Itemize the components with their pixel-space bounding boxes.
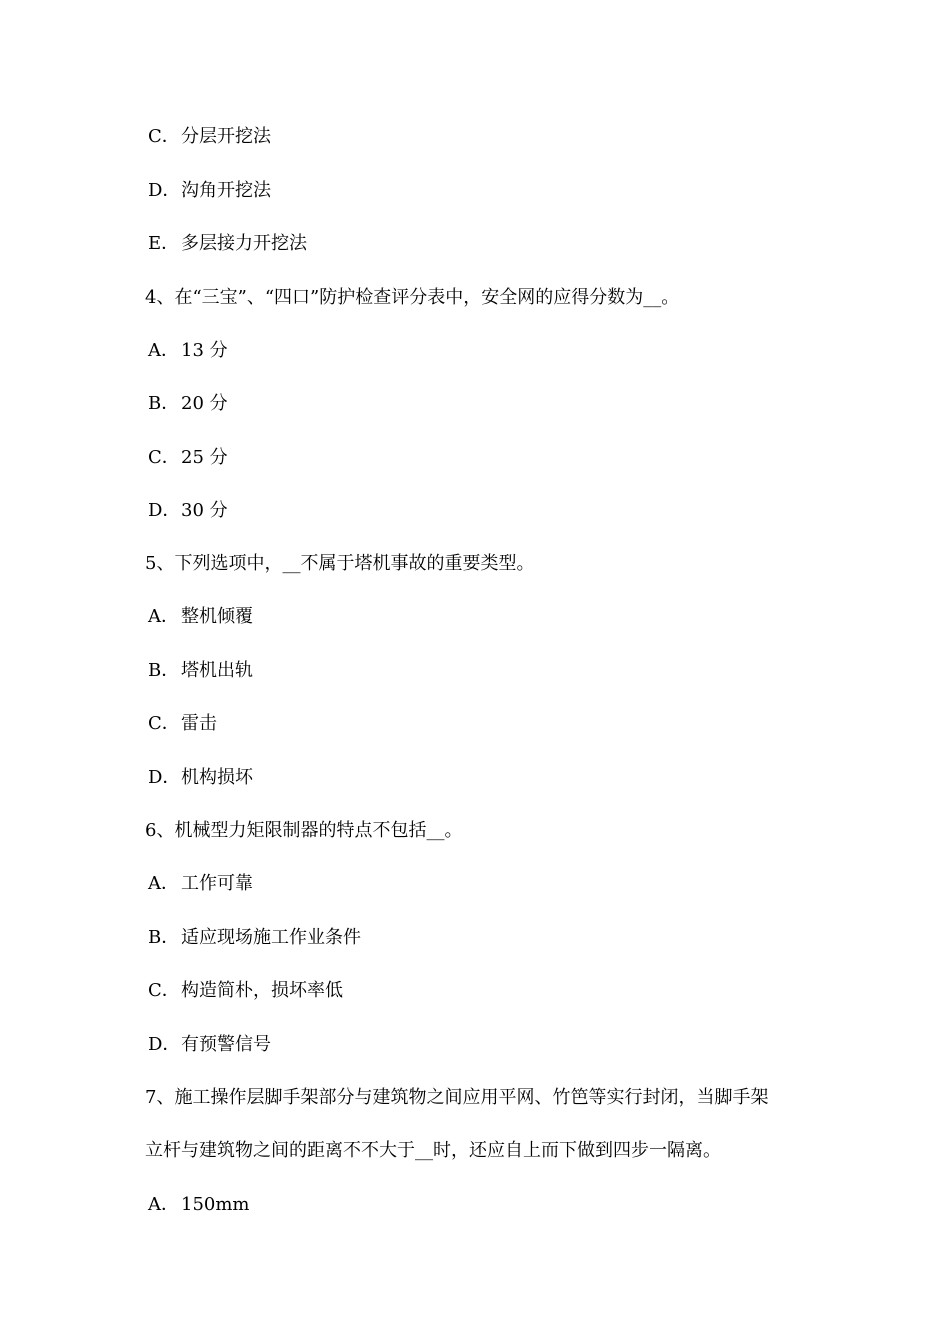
question-4: 4、在“三宝”、“四口”防护检查评分表中，安全网的应得分数为__。 [145,287,680,308]
option-text: 多层接力开挖法 [181,233,307,254]
option-label: C． [148,126,180,147]
option-text: 工作可靠 [181,873,253,894]
option-label: C． [148,980,180,1001]
option-label: C． [148,713,180,734]
option-text: 雷击 [181,713,217,734]
option-label: D． [148,767,181,788]
option-label: D． [148,1034,181,1055]
option-c-q3 [148,125,271,149]
option-text: 整机倾覆 [181,606,253,627]
option-c-q6 [148,979,343,1003]
option-text: 沟角开挖法 [181,180,271,201]
option-text: 适应现场施工作业条件 [181,927,361,948]
option-text: 有预警信号 [181,1034,271,1055]
option-d-q3 [148,179,271,203]
option-label: D． [148,180,181,201]
option-label: A． [148,873,179,894]
question-6: 6、机械型力矩限制器的特点不包括__。 [145,820,463,841]
option-text: 150mm [181,1194,250,1215]
option-label: A． [148,606,179,627]
option-b-q5 [148,659,253,683]
option-label: B． [148,927,180,948]
option-label: B． [148,393,180,414]
option-a-q7 [148,1193,250,1217]
option-text: 25 分 [181,447,228,468]
option-label: E． [148,233,180,254]
question-5: 5、下列选项中，__不属于塔机事故的重要类型。 [145,553,535,574]
option-b-q4 [148,392,228,416]
option-label: B． [148,660,180,681]
option-a-q5 [148,605,253,629]
option-text: 塔机出轨 [181,660,253,681]
option-text: 30 分 [181,500,228,521]
option-c-q4 [148,446,228,470]
option-d-q4 [148,499,228,523]
option-text: 20 分 [181,393,228,414]
option-label: A． [148,340,179,361]
option-d-q6 [148,1033,271,1057]
option-a-q4 [148,339,228,363]
option-label: C． [148,447,180,468]
option-text: 13 分 [181,340,228,361]
option-c-q5 [148,712,217,736]
option-a-q6 [148,872,253,896]
option-text: 机构损坏 [181,767,253,788]
option-text: 分层开挖法 [181,126,271,147]
question-7-line-2: 立杆与建筑物之间的距离不不大于__时，还应自上而下做到四步一隔离。 [145,1140,721,1161]
option-text: 构造简朴，损坏率低 [181,980,343,1001]
option-label: A． [148,1194,179,1215]
question-7-line-1: 7、施工操作层脚手架部分与建筑物之间应用平网、竹笆等实行封闭，当脚手架 [145,1087,769,1108]
option-d-q5 [148,766,253,790]
option-e-q3 [148,232,307,256]
option-label: D． [148,500,181,521]
option-b-q6 [148,926,361,950]
